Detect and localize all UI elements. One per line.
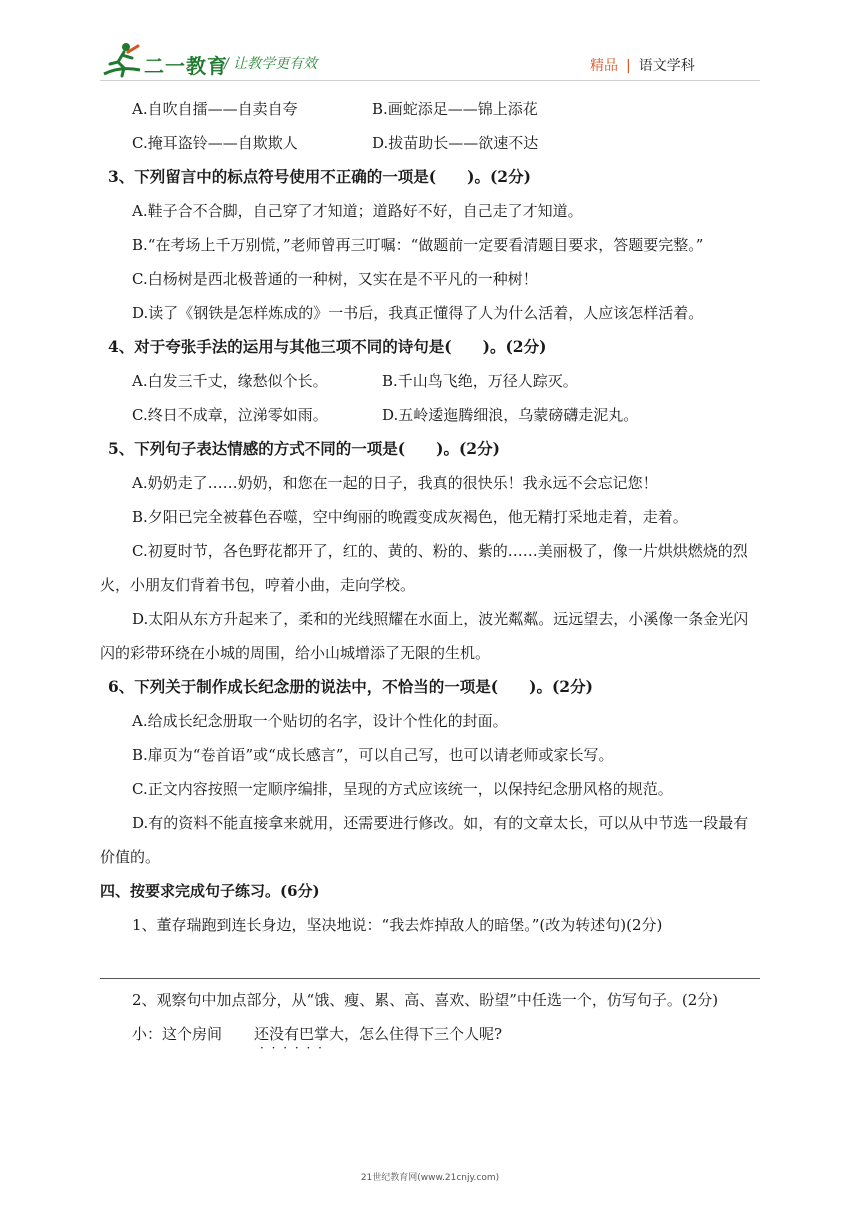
quality-label: 精品 [590, 58, 618, 74]
q3-title: 3、下列留言中的标点符号使用不正确的一项是( )。(2分) [108, 167, 531, 186]
q5-option-c: C.初夏时节，各色野花都开了，红的、黄的、粉的、紫的……美丽极了，像一片烘烘燃烧的烈火，小朋友们背着书包，哼着小曲，走向学校。 [100, 542, 748, 594]
section-4-title: 四、按要求完成句子练习。(6分) [100, 882, 320, 900]
q4-option-c: C.终日不成章，泣涕零如雨。 [132, 406, 328, 424]
q4-options-row-2 [100, 398, 760, 432]
page-footer: 21世纪教育网(www.21cnjy.com) [360, 1173, 500, 1183]
q5-option-a: A.奶奶走了……奶奶，和您在一起的日子，我真的很快乐！我永远不会忘记您！ [132, 474, 658, 492]
logo-text: 二一教育 [144, 54, 228, 78]
example-suffix: ，怎么住得下三个人呢? [344, 1025, 503, 1043]
q2-option-c: C.掩耳盗铃——自欺欺人 [132, 134, 298, 152]
example-prefix: 小：这个房间 [132, 1025, 223, 1043]
q6-title: 6、下列关于制作成长纪念册的说法中，不恰当的一项是( )。(2分) [108, 677, 593, 696]
q3-option-d: D.读了《钢铁是怎样炼成的》一书后，我真正懂得了人为什么活着，人应该怎样活着。 [132, 304, 704, 322]
q6-option-c: C.正文内容按照一定顺序编排，呈现的方式应该统一，以保持纪念册风格的规范。 [132, 780, 673, 798]
q4-title: 4、对于夸张手法的运用与其他三项不同的诗句是( )。(2分) [108, 337, 547, 356]
q2-option-a: A.自吹自擂——自卖自夸 [132, 100, 298, 118]
page-header [0, 0, 860, 90]
q6-option-a: A.给成长纪念册取一个贴切的名字，设计个性化的封面。 [132, 712, 508, 730]
section-4-item-1: 1、董存瑞跑到连长身边，坚决地说：“我去炸掉敌人的暗堡。”(改为转述句)(2分) [132, 916, 663, 934]
subject-label [590, 55, 695, 75]
header-divider [100, 80, 760, 81]
document-body [100, 92, 760, 1051]
example-emphasis: 还没有巴掌大 · · · [222, 1017, 344, 1051]
q2-option-d: D.拔苗助长——欲速不达 [372, 134, 539, 152]
q2-options-row-1 [100, 92, 760, 126]
q2-option-b: B.画蛇添足——锦上添花 [372, 100, 538, 118]
runner-logo-icon [100, 40, 144, 80]
section-4-item-2: 2、观察句中加点部分，从“饿、瘦、累、高、喜欢、盼望”中任选一个，仿写句子。(2分) [132, 991, 719, 1009]
example-sentence [100, 1017, 760, 1051]
q4-options-row-1 [100, 364, 760, 398]
slogan: / 让教学更有效 [224, 56, 318, 72]
q4-option-a: A.白发三千丈，缘愁似个长。 [132, 372, 328, 390]
q5-option-b: B.夕阳已完全被暮色吞噬，空中绚丽的晚霞变成灰褐色，他无精打采地走着，走着。 [132, 508, 688, 526]
q5-option-d: D.太阳从东方升起来了，柔和的光线照耀在水面上，波光粼粼。远远望去，小溪像一条金光闪闪的彩带环绕在小城的周围，给小山城增添了无限的生机。 [100, 610, 749, 662]
q2-options-row-2 [100, 126, 760, 160]
q3-option-a: A.鞋子合不合脚，自己穿了才知道；道路好不好，自己走了才知道。 [132, 202, 583, 220]
q4-option-b: B.千山鸟飞绝，万径人踪灭。 [382, 372, 578, 390]
q6-option-b: B.扉页为“卷首语”或“成长感言”，可以自己写，也可以请老师或家长写。 [132, 746, 614, 764]
q6-option-d: D.有的资料不能直接拿来就用，还需要进行修改。如，有的文章太长，可以从中节选一段最有价值的。 [100, 814, 749, 866]
logo [100, 40, 228, 82]
header-separator: | [626, 58, 631, 74]
subject-name: 语文学科 [638, 58, 695, 74]
q5-title: 5、下列句子表达情感的方式不同的一项是( )。(2分) [108, 439, 500, 458]
q3-option-b: B.“在考场上千万别慌，”老师曾再三叮嘱：“做题前一定要看清题目要求，答题要完整。” [132, 236, 704, 254]
q3-option-c: C.白杨树是西北极普通的一种树，又实在是不平凡的一种树！ [132, 270, 538, 288]
q4-option-d: D.五岭逶迤腾细浪，乌蒙磅礴走泥丸。 [382, 406, 639, 424]
answer-line[interactable] [100, 942, 760, 979]
